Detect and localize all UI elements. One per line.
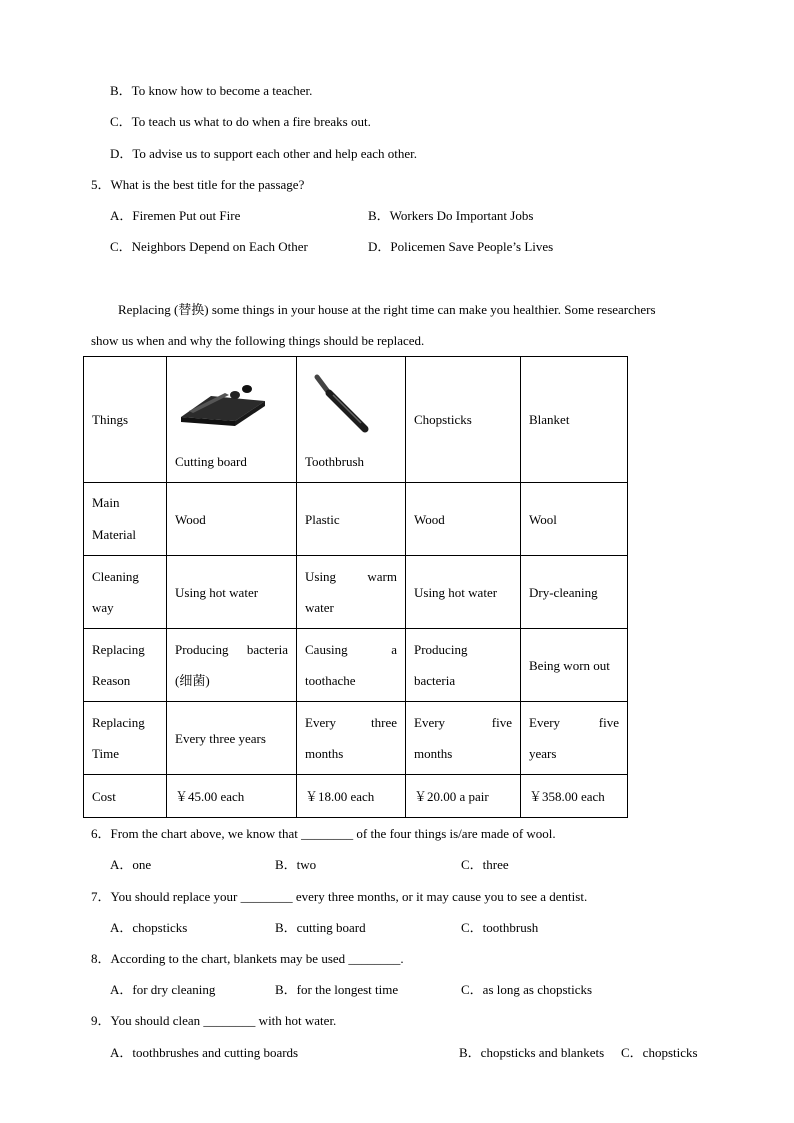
cell-line: months — [414, 746, 453, 761]
table-cell: Plastic — [297, 483, 406, 556]
table-row — [84, 556, 628, 629]
row-label — [84, 702, 167, 775]
cell-chopsticks: Chopsticks — [406, 357, 521, 483]
option-letter: C． — [110, 114, 132, 129]
cell-line: bacteria — [414, 673, 456, 688]
option-letter: B． — [275, 857, 297, 872]
q7-option-c[interactable] — [461, 920, 538, 936]
label-line: Time — [92, 746, 119, 761]
table-cell — [406, 629, 521, 702]
option-letter: B． — [368, 208, 390, 223]
intro-line-1: Replacing (替换) some things in your house at the right time can make you healthier. Some researchers — [118, 302, 656, 317]
option-text: three — [482, 857, 509, 872]
label-line: Replacing — [92, 715, 145, 730]
table-cell: Wool — [521, 483, 628, 556]
option-text: toothbrushes and cutting boards — [132, 1045, 299, 1060]
q5-option-b[interactable] — [368, 208, 533, 224]
cell-line: years — [529, 746, 557, 761]
cell-line: Every five — [529, 715, 619, 730]
option-letter: A． — [110, 982, 133, 997]
cell-line: Producing bacteria — [175, 642, 288, 657]
option-text: chopsticks — [642, 1045, 698, 1060]
table-cell — [167, 629, 297, 702]
header-label: Things — [84, 357, 167, 483]
option-text: for the longest time — [296, 982, 399, 997]
option-letter: A． — [110, 208, 133, 223]
option-text: To advise us to support each other and help each other. — [132, 146, 418, 161]
q5-option-c[interactable] — [110, 239, 308, 255]
cell-line: Every five — [414, 715, 512, 730]
cell-line: Producing — [414, 642, 468, 657]
cell-cutting-board — [167, 357, 297, 483]
label-line: Main — [92, 495, 120, 510]
q8-option-c[interactable] — [461, 982, 592, 998]
table-cell — [521, 702, 628, 775]
label-line: Reason — [92, 673, 131, 688]
item-name: Cutting board — [175, 454, 247, 469]
table-cell — [297, 702, 406, 775]
q9-option-c[interactable] — [621, 1045, 698, 1061]
table-cell: Wood — [406, 483, 521, 556]
q8-option-a[interactable] — [110, 982, 215, 998]
table-row — [84, 702, 628, 775]
row-label — [84, 629, 167, 702]
table-cell: ￥358.00 each — [521, 775, 628, 818]
option-letter: B． — [459, 1045, 481, 1060]
q7-option-b[interactable] — [275, 920, 366, 936]
option-letter: A． — [110, 857, 133, 872]
cell-line: Causing a — [305, 642, 397, 657]
table-cell — [406, 702, 521, 775]
table-cell: Being worn out — [521, 629, 628, 702]
table-cell: Wood — [167, 483, 297, 556]
table-cell: ￥45.00 each — [167, 775, 297, 818]
table-cell: ￥20.00 a pair — [406, 775, 521, 818]
label-line: Replacing — [92, 642, 145, 657]
q5-option-a[interactable] — [110, 208, 240, 224]
option-text: as long as chopsticks — [482, 982, 593, 997]
item-name: Toothbrush — [305, 454, 365, 469]
option-letter: B． — [110, 83, 132, 98]
option-text: Firemen Put out Fire — [132, 208, 241, 223]
q9-stem: 9．You should clean ________ with hot water. — [91, 1013, 337, 1028]
row-label: Cost — [84, 775, 167, 818]
label-line: Material — [92, 527, 137, 542]
option-letter: C． — [621, 1045, 643, 1060]
replacement-table — [83, 356, 628, 818]
q4-option-d[interactable] — [110, 146, 417, 162]
option-text: chopsticks and blankets — [480, 1045, 605, 1060]
cell-line: Every three — [305, 715, 397, 730]
cell-line: water — [305, 600, 334, 615]
cutting-board-icon — [175, 381, 267, 431]
q4-option-b[interactable] — [110, 83, 312, 99]
intro-line-2: show us when and why the following things should be replaced. — [91, 333, 425, 348]
q6-option-a[interactable] — [110, 857, 151, 873]
q8-option-b[interactable] — [275, 982, 398, 998]
option-letter: C． — [461, 920, 483, 935]
q9-option-a[interactable] — [110, 1045, 298, 1061]
q5-stem: 5．What is the best title for the passage? — [91, 177, 305, 192]
table-header-row — [84, 357, 628, 483]
q4-option-c[interactable] — [110, 114, 371, 130]
table-row — [84, 629, 628, 702]
row-label — [84, 483, 167, 556]
label-line: way — [92, 600, 114, 615]
option-letter: D． — [368, 239, 391, 254]
option-letter: D． — [110, 146, 133, 161]
toothbrush-icon — [311, 373, 375, 437]
q5-option-d[interactable] — [368, 239, 553, 255]
cell-blanket: Blanket — [521, 357, 628, 483]
option-text: To teach us what to do when a fire breaks out. — [131, 114, 371, 129]
option-text: two — [296, 857, 317, 872]
table-cell: Every three years — [167, 702, 297, 775]
q7-stem: 7．You should replace your ________ every three months, or it may cause you to see a dentist. — [91, 889, 588, 904]
option-text: toothbrush — [482, 920, 539, 935]
option-letter: B． — [275, 920, 297, 935]
option-letter: A． — [110, 1045, 133, 1060]
q8-stem: 8．According to the chart, blankets may be used ________. — [91, 951, 404, 966]
option-letter: B． — [275, 982, 297, 997]
option-text: for dry cleaning — [132, 982, 216, 997]
option-text: Policemen Save People’s Lives — [390, 239, 554, 254]
table-cell: ￥18.00 each — [297, 775, 406, 818]
q7-option-a[interactable] — [110, 920, 187, 936]
option-text: Neighbors Depend on Each Other — [131, 239, 308, 254]
option-text: cutting board — [296, 920, 366, 935]
table-row — [84, 775, 628, 818]
option-text: Workers Do Important Jobs — [389, 208, 534, 223]
option-letter: C． — [461, 857, 483, 872]
cell-toothbrush — [297, 357, 406, 483]
option-text: To know how to become a teacher. — [131, 83, 313, 98]
cell-line: Using warm — [305, 569, 397, 584]
q9-option-b[interactable] — [459, 1045, 604, 1061]
option-text: one — [132, 857, 152, 872]
table-cell — [297, 556, 406, 629]
option-letter: A． — [110, 920, 133, 935]
table-cell: Using hot water — [406, 556, 521, 629]
table-cell: Dry-cleaning — [521, 556, 628, 629]
row-label — [84, 556, 167, 629]
option-letter: C． — [461, 982, 483, 997]
table-cell: Using hot water — [167, 556, 297, 629]
table-row — [84, 483, 628, 556]
label-line: Cleaning — [92, 569, 139, 584]
q6-option-c[interactable] — [461, 857, 509, 873]
cell-line: months — [305, 746, 344, 761]
cell-line: (细菌) — [175, 673, 210, 688]
cell-line: toothache — [305, 673, 356, 688]
q6-option-b[interactable] — [275, 857, 316, 873]
option-text: chopsticks — [132, 920, 188, 935]
option-letter: C． — [110, 239, 132, 254]
table-cell — [297, 629, 406, 702]
q6-stem: 6．From the chart above, we know that ________ of the four things is/are made of wool. — [91, 826, 556, 841]
